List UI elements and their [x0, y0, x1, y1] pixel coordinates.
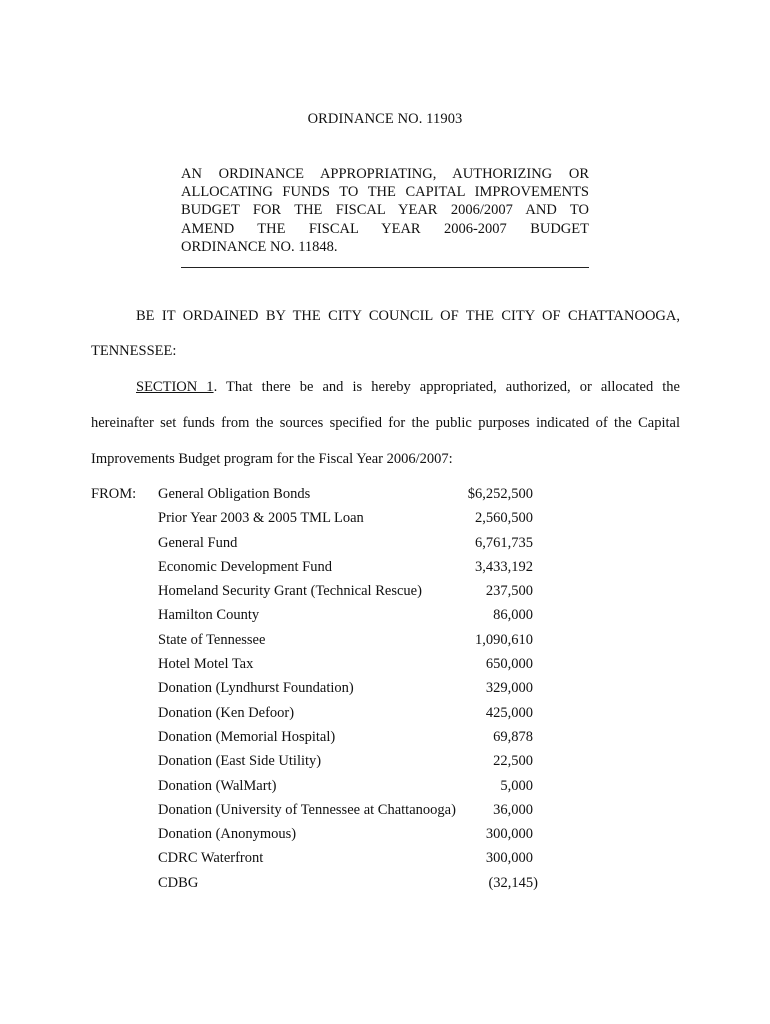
funding-source-name: Donation (Lyndhurst Foundation)	[158, 680, 354, 697]
funding-source-row	[158, 729, 548, 753]
funding-source-name: General Obligation Bonds	[158, 486, 311, 502]
funding-source-name: Hamilton County	[158, 607, 260, 624]
funding-source-row	[158, 632, 548, 656]
funding-source-row	[158, 607, 548, 631]
funding-source-amount: 237,500	[485, 583, 533, 600]
funding-source-amount: $6,252,500	[467, 486, 533, 502]
from-label: FROM:	[91, 486, 137, 502]
ordained-clause-line-1: BE IT ORDAINED BY THE CITY COUNCIL OF THE CITY OF CHATTANOOGA,	[136, 308, 680, 324]
funding-source-amount: 300,000	[485, 826, 533, 843]
ordinance-caption	[181, 165, 589, 256]
funding-source-amount: 69,878	[493, 728, 533, 745]
caption-line: ORDINANCE NO. 11848.	[181, 238, 338, 255]
funding-source-name: General Fund	[158, 534, 238, 551]
funding-source-row	[158, 656, 548, 680]
funding-source-row	[158, 778, 548, 802]
funding-source-name: Donation (East Side Utility)	[158, 753, 322, 770]
funding-source-amount: 650,000	[485, 656, 533, 673]
funding-source-name: CDRC Waterfront	[158, 850, 264, 867]
funding-source-name: Hotel Motel Tax	[158, 656, 254, 673]
section-1-text: . That there be and is hereby appropriated, authorized, or allocated the	[213, 379, 680, 395]
funding-source-amount: 329,000	[485, 680, 533, 697]
funding-source-name: Donation (Ken Defoor)	[158, 704, 295, 721]
caption-line: ALLOCATING FUNDS TO THE CAPITAL IMPROVEMENTS	[181, 184, 589, 201]
ordinance-title: ORDINANCE NO. 11903	[307, 111, 463, 127]
funding-source-row	[158, 535, 548, 559]
funding-source-amount: 2,560,500	[475, 510, 533, 527]
funding-source-row	[158, 705, 548, 729]
funding-source-name: Donation (WalMart)	[158, 777, 277, 794]
funding-source-row	[158, 486, 548, 510]
funding-source-name: Prior Year 2003 & 2005 TML Loan	[158, 510, 364, 527]
ordained-clause-line-2: TENNESSEE:	[91, 343, 177, 359]
funding-source-row	[158, 583, 548, 607]
caption-line: BUDGET FOR THE FISCAL YEAR 2006/2007 AND TO	[181, 202, 589, 219]
funding-source-name: CDBG	[158, 874, 199, 891]
funding-source-amount: 6,761,735	[475, 534, 533, 551]
funding-source-row	[158, 510, 548, 534]
funding-source-row	[158, 850, 548, 874]
caption-line: AN ORDINANCE APPROPRIATING, AUTHORIZING OR	[181, 166, 589, 182]
funding-source-amount: 425,000	[485, 704, 533, 721]
funding-source-name: Donation (Memorial Hospital)	[158, 728, 336, 745]
funding-source-name: Homeland Security Grant (Technical Rescue)	[158, 583, 422, 600]
funding-source-amount: 5,000	[500, 777, 533, 794]
funding-source-amount: (32,145)	[488, 874, 538, 891]
section-1-label: SECTION 1	[136, 379, 214, 395]
section-1-line-1	[91, 379, 680, 396]
funding-source-row	[158, 753, 548, 777]
caption-line: AMEND THE FISCAL YEAR 2006-2007 BUDGET	[181, 220, 589, 237]
caption-divider	[181, 267, 589, 268]
section-1-line-2: hereinafter set funds from the sources specified for the public purposes indicated of the Capital	[91, 415, 680, 431]
funding-source-amount: 1,090,610	[475, 631, 533, 648]
funding-source-row	[158, 559, 548, 583]
funding-source-row	[158, 826, 548, 850]
funding-source-row	[158, 802, 548, 826]
funding-source-amount: 3,433,192	[475, 558, 533, 575]
funding-source-row	[158, 680, 548, 704]
funding-sources-list	[158, 486, 548, 899]
funding-source-name: Donation (Anonymous)	[158, 826, 297, 843]
funding-source-amount: 36,000	[493, 801, 533, 818]
funding-source-name: State of Tennessee	[158, 631, 266, 648]
section-1-line-3: Improvements Budget program for the Fiscal Year 2006/2007:	[91, 451, 453, 467]
funding-source-amount: 22,500	[493, 753, 533, 770]
funding-source-amount: 86,000	[493, 607, 533, 624]
funding-source-amount: 300,000	[485, 850, 533, 867]
funding-source-name: Economic Development Fund	[158, 558, 332, 575]
funding-source-row	[158, 875, 548, 899]
funding-source-name: Donation (University of Tennessee at Chattanooga)	[158, 801, 456, 818]
